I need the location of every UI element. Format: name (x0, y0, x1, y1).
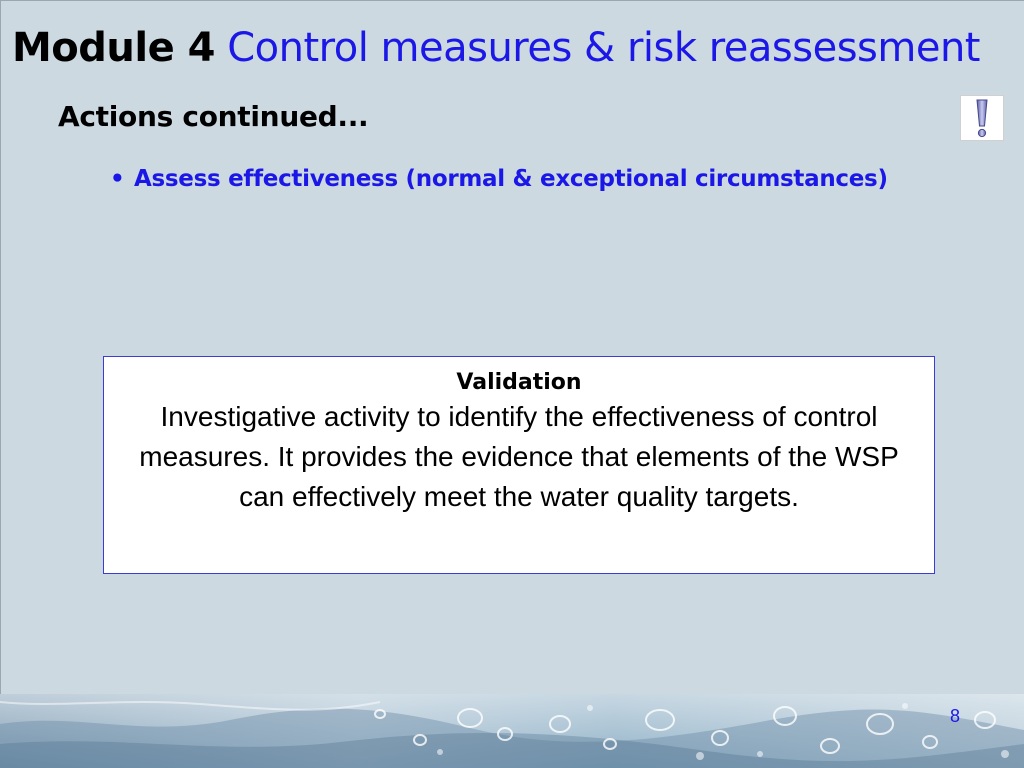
title-topic: Control measures & risk reassessment (227, 25, 980, 71)
slide-title (12, 22, 980, 74)
section-subtitle: Actions continued... (58, 100, 369, 133)
definition-box (103, 356, 935, 574)
exclamation-icon (960, 95, 1004, 141)
bullet-text: Assess effectiveness (normal & exceptional circumstances) (134, 166, 888, 192)
slide-top-border (0, 0, 1024, 1)
slide-left-border (0, 0, 1, 768)
bullet-marker: • (110, 166, 125, 192)
water-splash-band (0, 694, 1024, 768)
definition-body: Investigative activity to identify the effectiveness of control measures. It provides the evidence that elements of the WSP can effectively meet the water quality targets. (139, 401, 899, 512)
page-number: 8 (950, 706, 961, 726)
definition-heading: Validation (456, 370, 582, 395)
title-module-label: Module 4 (12, 25, 215, 71)
bullet-item (110, 166, 888, 192)
